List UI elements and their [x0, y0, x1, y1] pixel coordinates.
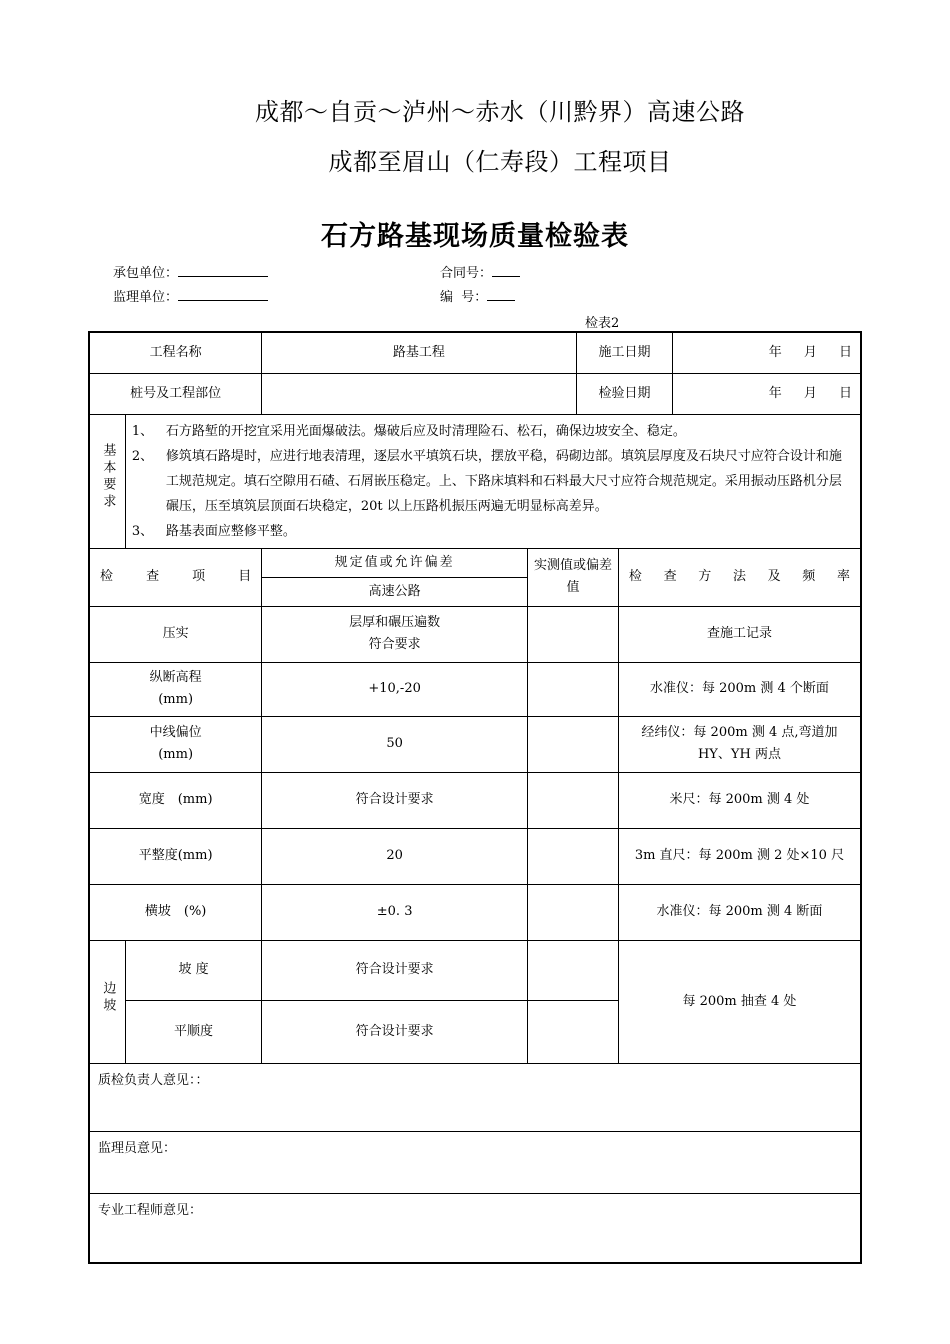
requirement-body: 路基表面应整修平整。 — [165, 523, 296, 539]
requirements-row — [89, 414, 861, 548]
item-header-char: 项 — [192, 569, 206, 584]
slope-group-label: 边坡 — [100, 980, 116, 1015]
row-item: 平整度(mm) — [89, 828, 262, 884]
inspection-date-value[interactable]: 年 月 日 — [673, 373, 861, 414]
slope-sub-measured[interactable] — [527, 940, 618, 1000]
slope-sub-spec: 符合设计要求 — [262, 1000, 528, 1063]
table-row — [89, 828, 861, 884]
row-measured[interactable] — [527, 716, 618, 772]
table-row — [89, 662, 861, 716]
method-header-char: 法 — [732, 569, 746, 584]
row-spec-line: 层厚和碾压遍数 — [349, 615, 441, 630]
method-header — [618, 548, 861, 606]
row-method: 查施工记录 — [618, 606, 861, 662]
measured-header: 实测值或偏差值 — [527, 548, 618, 606]
requirement-item — [132, 419, 854, 444]
table-row — [89, 716, 861, 772]
row-method-line: HY、YH 两点 — [697, 747, 781, 762]
requirement-body: 修筑填石路堤时，应进行地表清理，逐层水平填筑石块，摆放平稳，码砌边部。填筑层厚度及石块尺寸应符合设计和施工规范规定。填石空隙用石碴、石屑嵌压稳定。上、下路床填料和石料最大尺寸应符合规范规定。采用振动压路机分层碾压，压至填筑层顶面石块稳定，20t 以上压路机振压两遍无明显标高差异。 — [165, 448, 842, 514]
station-value[interactable] — [262, 373, 576, 414]
requirement-body: 石方路堑的开挖宜采用光面爆破法。爆破后应及时清理险石、松石，确保边坡安全、稳定。 — [165, 423, 686, 439]
table-row — [89, 606, 861, 662]
row-item: 压实 — [89, 606, 262, 662]
inspection-date-label: 检验日期 — [576, 373, 673, 414]
row-method: 水准仪：每 200m 测 4 断面 — [618, 884, 861, 940]
requirement-item — [132, 444, 854, 519]
requirements-label: 基本要求 — [100, 443, 116, 511]
row-measured[interactable] — [527, 828, 618, 884]
row-item-line: 中线偏位 — [149, 725, 202, 740]
row-measured[interactable] — [527, 772, 618, 828]
contract-no-label: 合同号： — [440, 266, 493, 281]
row-spec: 符合设计要求 — [262, 772, 528, 828]
requirement-num: 1、 — [131, 423, 154, 439]
slope-group-cell — [89, 940, 125, 1063]
info-row-1 — [89, 332, 861, 373]
table-row — [89, 884, 861, 940]
item-header-char: 检 — [100, 569, 114, 584]
row-spec — [262, 606, 528, 662]
project-name-value[interactable]: 路基工程 — [262, 332, 576, 373]
row-method: 水准仪：每 200m 测 4 个断面 — [618, 662, 861, 716]
row-measured[interactable] — [527, 662, 618, 716]
method-header-char: 率 — [836, 569, 850, 584]
row-item — [89, 716, 262, 772]
method-header-char: 及 — [767, 569, 781, 584]
row-spec: ±0. 3 — [262, 884, 528, 940]
slope-sub-spec: 符合设计要求 — [262, 940, 528, 1000]
row-measured[interactable] — [527, 606, 618, 662]
item-header-char: 目 — [238, 569, 252, 584]
item-header-char: 查 — [146, 569, 160, 584]
item-header — [89, 548, 262, 606]
inspection-table — [88, 331, 862, 1264]
slope-sub-item: 坡 度 — [125, 940, 261, 1000]
row-spec: 20 — [262, 828, 528, 884]
requirements-text — [125, 414, 861, 548]
engineer-opinion[interactable]: 专业工程师意见： — [89, 1193, 861, 1263]
row-method: 米尺：每 200m 测 4 处 — [618, 772, 861, 828]
serial-no-field — [440, 286, 515, 305]
serial-no-blank[interactable] — [487, 287, 515, 301]
construction-date-value[interactable]: 年 月 日 — [673, 332, 861, 373]
project-line-2: 成都至眉山（仁寿段）工程项目 — [328, 148, 672, 176]
slope-row-1 — [89, 940, 861, 1000]
contractor-field — [113, 262, 268, 281]
serial-no-label: 编 号： — [440, 290, 488, 305]
info-row-2 — [89, 373, 861, 414]
row-item — [89, 662, 262, 716]
contractor-label: 承包单位： — [113, 266, 179, 281]
supervisor-unit-label: 监理单位： — [113, 290, 179, 305]
station-label: 桩号及工程部位 — [89, 373, 262, 414]
row-item-unit: (mm) — [158, 692, 194, 707]
supervisor-unit-blank[interactable] — [178, 287, 268, 301]
slope-method: 每 200m 抽查 4 处 — [618, 940, 861, 1063]
row-item-unit: (mm) — [158, 747, 194, 762]
construction-date-label: 施工日期 — [576, 332, 673, 373]
quality-opinion-row — [89, 1063, 861, 1131]
row-item: 横坡 (%) — [89, 884, 262, 940]
quality-opinion[interactable]: 质检负责人意见：： — [89, 1063, 861, 1131]
row-measured[interactable] — [527, 884, 618, 940]
method-header-char: 频 — [802, 569, 816, 584]
supervisor-opinion[interactable]: 监理员意见： — [89, 1131, 861, 1193]
row-spec: +10,-20 — [262, 662, 528, 716]
method-header-char: 查 — [663, 569, 677, 584]
table-row — [89, 772, 861, 828]
requirement-num: 2、 — [131, 448, 154, 464]
supervisor-opinion-row — [89, 1131, 861, 1193]
row-spec: 50 — [262, 716, 528, 772]
item-header-text — [94, 566, 257, 588]
highway-header: 高速公路 — [262, 577, 528, 606]
contractor-blank[interactable] — [178, 263, 268, 277]
method-header-char: 检 — [628, 569, 642, 584]
contract-no-blank[interactable] — [492, 263, 520, 277]
table-code: 检表2 — [585, 316, 620, 331]
row-spec-line: 符合要求 — [368, 637, 421, 652]
form-title: 石方路基现场质量检验表 — [321, 221, 629, 252]
row-item: 宽度 (mm) — [89, 772, 262, 828]
spec-header: 规定值或允许偏差 — [262, 548, 528, 577]
requirements-label-cell — [89, 414, 125, 548]
project-name-label: 工程名称 — [89, 332, 262, 373]
header-row-1 — [89, 548, 861, 577]
row-item-line: 纵断高程 — [149, 670, 202, 685]
row-method: 3m 直尺：每 200m 测 2 处×10 尺 — [618, 828, 861, 884]
slope-sub-measured[interactable] — [527, 1000, 618, 1063]
engineer-opinion-row — [89, 1193, 861, 1263]
row-method — [618, 716, 861, 772]
supervisor-unit-field — [113, 286, 268, 305]
contract-no-field — [440, 262, 520, 281]
requirement-num: 3、 — [131, 523, 154, 539]
requirement-item — [132, 519, 854, 544]
project-line-1: 成都～自贡～泸州～赤水（川黔界）高速公路 — [255, 98, 745, 126]
method-header-text — [623, 566, 856, 588]
slope-sub-item: 平顺度 — [125, 1000, 261, 1063]
method-header-char: 方 — [698, 569, 712, 584]
row-method-line: 经纬仪：每 200m 测 4 点,弯道加 — [641, 725, 838, 740]
